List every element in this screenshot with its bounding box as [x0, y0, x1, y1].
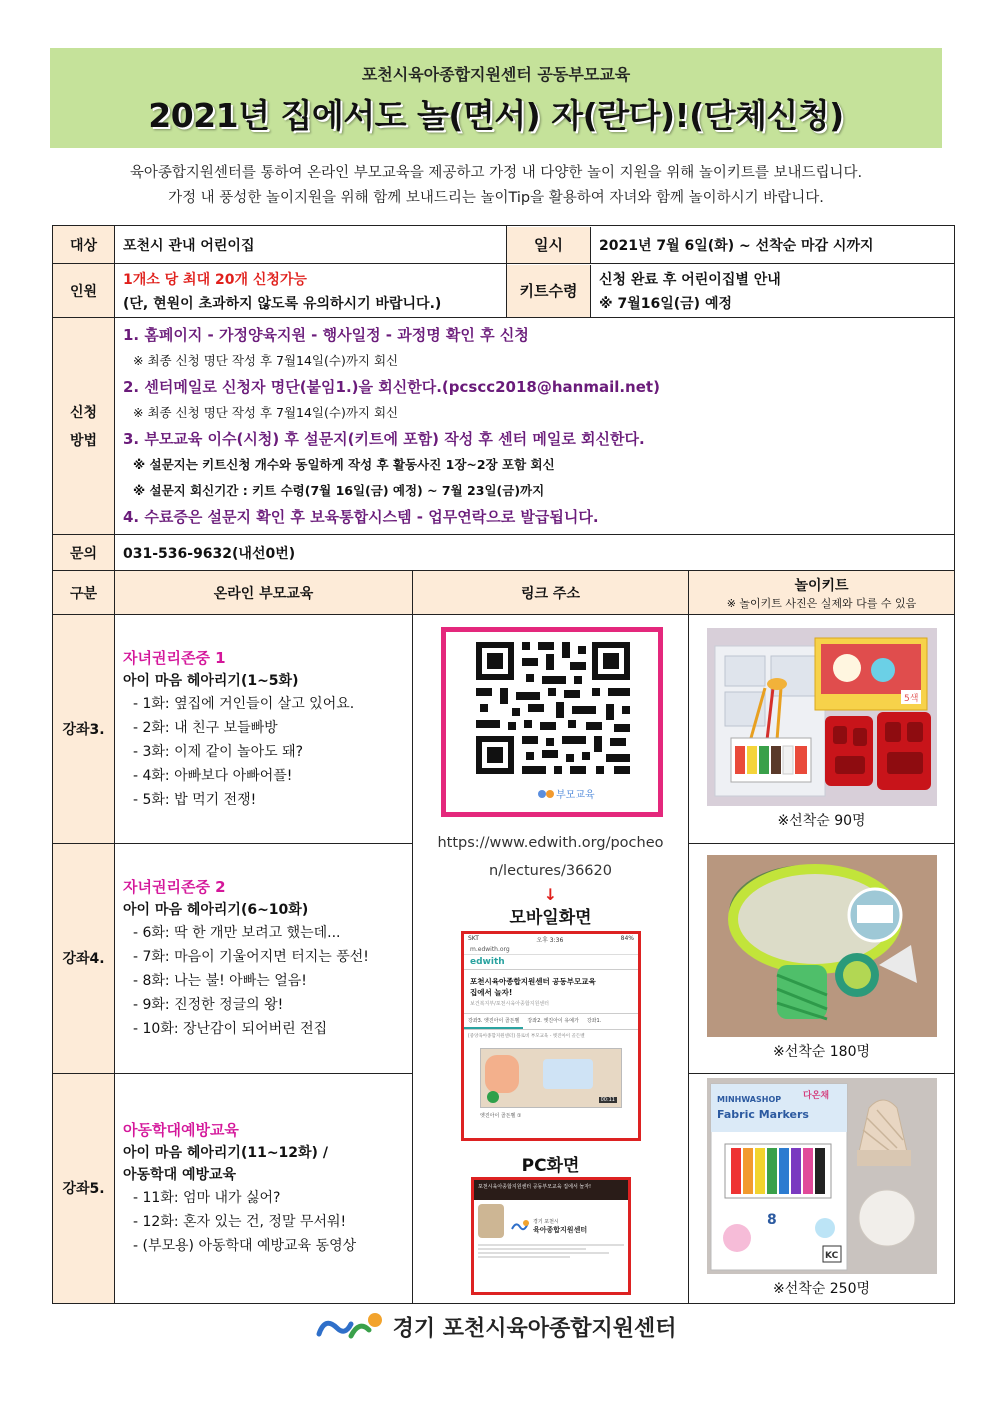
pc-org-1: 경기 포천시: [533, 1218, 559, 1225]
people-note: (단, 현원이 초과하지 않도록 유의하시기 바랍니다.): [123, 295, 442, 312]
kit-3-image: [707, 1078, 937, 1274]
pc-org-2: 육아종합지원센터: [533, 1225, 588, 1234]
kit-3-count: 8: [766, 1212, 777, 1229]
lecture-3-ep-1: - 1화: 옆집에 거인들이 살고 있어요.: [133, 696, 355, 713]
lecture-4-content: [115, 844, 413, 1073]
method-label-1: 신청: [69, 405, 98, 421]
lecture-3-ep-5: - 5화: 밥 먹기 전쟁!: [133, 792, 257, 809]
lecture-3-ep-3: - 3화: 이제 같이 놀아도 돼?: [133, 744, 304, 761]
people-label: 인원: [53, 264, 115, 318]
pc-screen-title: 포천시육아종합지원센터 공동부모교육 집에서 놀자!: [474, 1180, 628, 1200]
mobile-screen-label: 모바일화면: [509, 908, 592, 928]
lecture-3-label: 강좌3.: [53, 615, 115, 844]
col-kit-title: 놀이키트: [794, 577, 849, 594]
mobile-course-title-2: 집에서 놀자!: [470, 988, 513, 997]
racket-toy-icon: [707, 855, 937, 1037]
lecture-5-ep-3: - (부모용) 아동학대 예방교육 동영상: [133, 1238, 357, 1255]
method-label-2: 방법: [69, 433, 98, 449]
pc-screen-label: PC화면: [521, 1156, 580, 1176]
footer-org-name: 경기 포천시육아종합지원센터: [392, 1316, 677, 1342]
kit-3-brand: MINHWASHOP: [716, 1095, 781, 1105]
lecture-4-ep-5: - 10화: 장난감이 되어버린 전집: [133, 1021, 328, 1038]
lecture-5-ep-1: - 11화: 엄마 내가 싫어?: [133, 1190, 281, 1207]
mobile-tab-2: 강좌2. 엣진아이 유예가: [527, 1018, 579, 1024]
qr-code-icon: [446, 632, 658, 812]
col-kit: [689, 571, 955, 615]
method-1: 1. 홈페이지 - 가정양육지원 - 행사일정 - 과정명 확인 후 신청: [123, 326, 529, 344]
kit-1-cell: [689, 615, 955, 844]
method-3-note-2: ※ 설문지 회신기간 : 키트 수령(7월 16일(금) 예정) ~ 7월 23일(금)까지: [133, 483, 545, 498]
lecture-5-title-2: 아동학대 예방교육: [123, 1167, 237, 1184]
qr-caption: 부모교육: [556, 790, 595, 801]
method-4: 4. 수료증은 설문지 확인 후 보육통합시스템 - 업무연락으로 발급됩니다.: [123, 508, 599, 526]
method-content: [115, 318, 955, 535]
down-arrow-icon: ↓: [543, 885, 558, 904]
col-link: 링크 주소: [413, 571, 689, 615]
link-cell: [413, 615, 689, 1304]
header-subtitle: 포천시육아종합지원센터 공동부모교육: [361, 65, 631, 84]
contact-value: 031-536-9632(내선0번): [115, 535, 955, 571]
qr-code[interactable]: [441, 627, 663, 817]
main-table: [52, 225, 955, 1304]
mobile-video-time: 00:11: [600, 1097, 615, 1103]
lecture-4-label: 강좌4.: [53, 844, 115, 1073]
footer: [0, 1310, 992, 1344]
lecture-5-title: 아이 마음 헤아리기(11~12화) /: [123, 1145, 328, 1162]
clay-kit-icon: [707, 628, 937, 806]
mobile-video: [480, 1048, 622, 1108]
method-2-note: ※ 최종 신청 명단 작성 후 7월14일(수)까지 회신: [133, 405, 399, 420]
kit-3-caption: ※선착순 250명: [773, 1281, 870, 1298]
intro-line-2: 가정 내 풍성한 놀이지원을 위해 함께 보내드리는 놀이Tip을 활용하여 자녀와 함께 놀이하시기 바랍니다.: [168, 190, 824, 206]
intro-line-1: 육아종합지원센터를 통하여 온라인 부모교육을 제공하고 가정 내 다양한 놀이 지원을 위해 놀이키트를 보내드립니다.: [129, 165, 863, 181]
pc-logo-icon: [510, 1219, 530, 1233]
kit-value-1: 신청 완료 후 어린이집별 안내: [599, 271, 781, 288]
lecture-4-ep-2: - 7화: 마음이 기울어지면 터지는 풍선!: [133, 949, 369, 966]
target-value: 포천시 관내 어린이집: [115, 226, 507, 264]
lecture-5-topic: 아동학대예방교육: [123, 1121, 239, 1140]
target-label: 대상: [53, 226, 115, 264]
kit-3-cell: [689, 1073, 955, 1303]
method-3: 3. 부모교육 이수(시청) 후 설문지(키트에 포함) 작성 후 센터 메일로 회신한다.: [123, 430, 645, 448]
kit-2-caption: ※선착순 180명: [773, 1044, 870, 1061]
lecture-4-topic: 자녀권리존중 2: [123, 878, 226, 897]
mobile-time: 오후 3:36: [536, 937, 564, 944]
lecture-5-content: [115, 1073, 413, 1303]
mobile-address: m.edwith.org: [464, 945, 638, 955]
mobile-breadcrumb: [중앙육아종합지원센터] 플로비 부모교육 - 엣진아이 골든벨: [468, 1034, 585, 1039]
fabric-markers-icon: [707, 1078, 937, 1274]
lecture-4-title: 아이 마음 헤아리기(6~10화): [123, 902, 309, 919]
method-3-note-1: ※ 설문지는 키트신청 개수와 동일하게 작성 후 활동사진 1장~2장 포함 회신: [133, 457, 555, 472]
kit-1-box-text: 5색: [903, 694, 918, 705]
method-2: 2. 센터메일로 신청자 명단(붙임1.)을 회신한다.(pcscc2018@hanmail.net): [123, 378, 660, 396]
mobile-tab-1: 강좌3. 엣진아이 골든벨: [464, 1014, 523, 1029]
mobile-course-title-1: 포천시육아종합지원센터 공동부모교육: [470, 977, 596, 986]
url-line-2[interactable]: n/lectures/36620: [488, 863, 612, 879]
date-value: 2021년 7월 6일(화) ~ 선착순 마감 시까지: [599, 237, 874, 254]
kit-1-image: [707, 628, 937, 806]
people-value: 1개소 당 최대 20개 신청가능: [123, 271, 307, 288]
lecture-3-topic: 자녀권리존중 1: [123, 649, 226, 668]
lecture-4-ep-1: - 6화: 딱 한 개만 보려고 했는데...: [133, 925, 341, 942]
lecture-4-ep-4: - 9화: 진정한 정글의 왕!: [133, 997, 284, 1014]
url-line-1[interactable]: https://www.edwith.org/pocheo: [437, 835, 664, 851]
people-cell: [115, 264, 507, 318]
mobile-tab-3: 강좌1.: [586, 1018, 602, 1024]
method-label: [53, 318, 115, 535]
lecture-5-label: 강좌5.: [53, 1073, 115, 1303]
lecture-3-content: [115, 615, 413, 844]
date-label: 일시: [507, 227, 591, 263]
header-banner: [50, 48, 942, 148]
lecture-4-ep-3: - 8화: 나는 불! 아빠는 얼음!: [133, 973, 307, 990]
kit-1-caption: ※선착순 90명: [777, 813, 866, 830]
kit-3-product: Fabric Markers: [716, 1108, 809, 1122]
col-online-edu: 온라인 부모교육: [115, 571, 413, 615]
lecture-3-ep-2: - 2화: 내 친구 보들빠방: [133, 720, 278, 737]
mobile-battery: 84%: [620, 935, 634, 942]
mobile-video-caption: 엣진아이 골든벨 ①: [480, 1113, 522, 1119]
kit-value-2: ※ 7월16일(금) 예정: [599, 295, 732, 312]
col-category: 구분: [53, 571, 115, 615]
contact-label: 문의: [53, 535, 115, 571]
lecture-3-ep-4: - 4화: 아빠보다 아빠어플!: [133, 768, 293, 785]
mobile-carrier: SKT: [468, 935, 479, 942]
kit-2-cell: [689, 844, 955, 1073]
pc-screenshot: [471, 1177, 631, 1295]
method-1-note: ※ 최종 신청 명단 작성 후 7월14일(수)까지 회신: [133, 353, 399, 368]
center-logo-icon: [315, 1310, 387, 1344]
lecture-5-ep-2: - 12화: 혼자 있는 건, 정말 무서워!: [133, 1214, 347, 1231]
col-kit-note: ※ 놀이키트 사진은 실제와 다를 수 있음: [726, 596, 917, 610]
header-title: 2021년 집에서도 놀(면서) 자(란다)!(단체신청): [148, 96, 844, 135]
lecture-3-title: 아이 마음 헤아리기(1~5화): [123, 673, 299, 690]
mobile-screenshot: [461, 931, 641, 1141]
kit-2-image: [707, 855, 937, 1037]
kit-3-korean: 다온채: [802, 1091, 829, 1102]
kit-label: 키트수령: [507, 265, 591, 317]
lecture-url[interactable]: [413, 829, 688, 885]
mobile-org: 보건복지부/포천시육아종합지원센터: [470, 1001, 549, 1007]
mobile-brand: edwith: [464, 955, 638, 970]
kit-3-mark: KC: [824, 1251, 838, 1262]
